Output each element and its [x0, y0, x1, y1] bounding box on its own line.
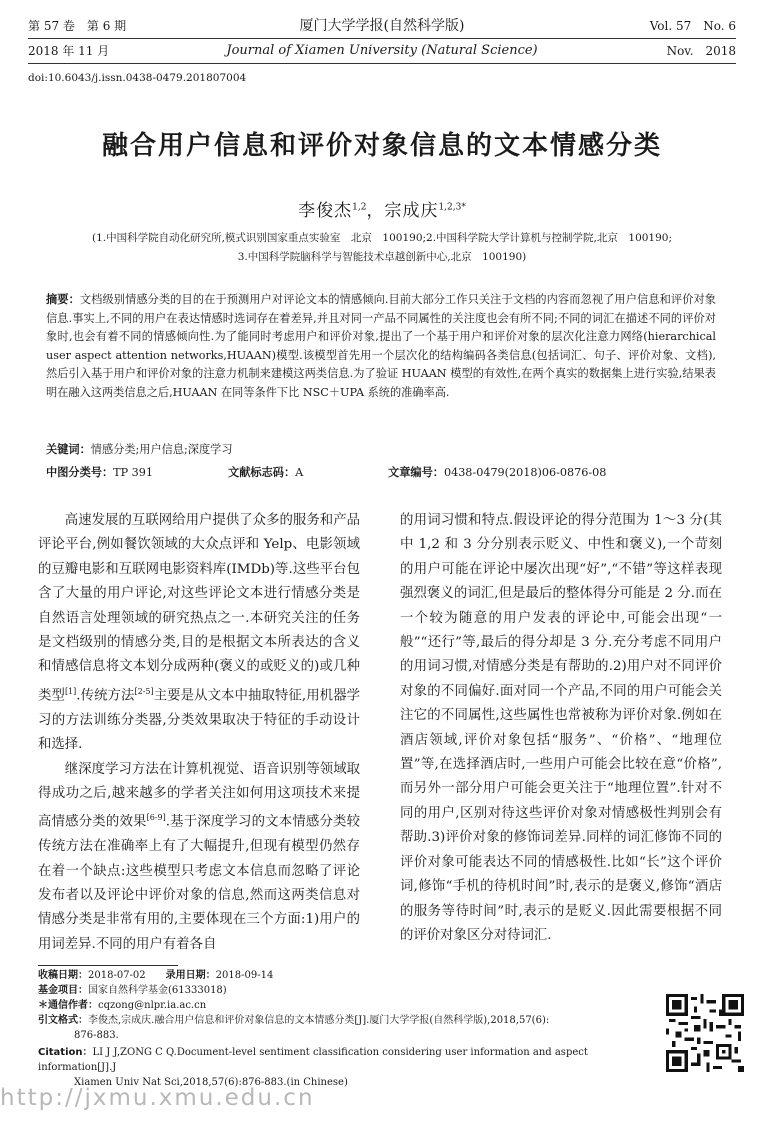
journal-name-en: Journal of Xiamen University (Natural Science)	[226, 43, 538, 58]
fund-label: 基金项目：	[38, 985, 88, 996]
abstract-text: 文档级别情感分类的目的在于预测用户对评论文本的情感倾向.目前大部分工作只关注于文档的内容而忽视了用户信息和评价对象信息.事实上,不同的用户在表达情感时选词存在着差异,并且对同一产品不同属性的关注度也会有所不同;不同的词汇在描述不同的评价对象时,也会有着不同的情感倾向性.为了能同时考虑用户和评价对象,提出了一个基于用户和评价对象的层次化注意力网络(hierarchical user aspect attention networks,HUAAN)模型.该模型首先用一个层次化的结构编码各类信息(包括词汇、句子、评价对象、文档),然后引入基于用户和评价对象的注意力机制来建模这两类信息.为了验证 HUAAN 模型的有效性,在两个真实的数据集上进行实验,结果表明在融入这两类信息之后,HUAAN 在同等条件下比 NSC＋UPA 系统的准确率高.	[46, 293, 716, 399]
authors	[0, 196, 764, 221]
footnote-rule	[38, 965, 178, 966]
article-number	[388, 464, 606, 480]
citation-en-rest: Xiamen Univ Nat Sci,2018,57(6):876-883.(in Chinese)	[74, 1077, 348, 1088]
watermark-url[interactable]: http://jxmu.xmu.edu.cn	[0, 1085, 315, 1111]
keywords	[46, 441, 233, 457]
fund-text: 国家自然科学基金(61333018)	[88, 985, 227, 996]
page-title: 融合用户信息和评价对象信息的文本情感分类	[101, 131, 662, 161]
citation-en-text: LI J J,ZONG C Q.Document-level sentiment classification considering user information and aspect information[J].J	[38, 1047, 588, 1073]
header-rule-thin	[28, 38, 736, 39]
abstract-label: 摘要：	[46, 293, 80, 306]
body-paragraph-3: 的用词习惯和特点.假设评论的得分范围为 1～3 分(其中 1,2 和 3 分分别表示贬义、中性和褒义),一个苛刻的用户可能在评论中屡次出现“好”,“不错”等这样表现强烈褒义的词汇,但是最后的整体得分可能是 2 分.而在一个较为随意的用户发表的评论中,可能会出现“一般”“还行”等,最后的得分却是 3 分.充分考虑不同用户的用词习惯,对情感分类是有帮助的.2)用户对不同评价对象的不同偏好.面对同一个产品,不同的用户可能会关注它的不同属性,这些属性也常被称为评价对象.例如在酒店领域,评价对象包括“服务”、“价格”、“地理位置”等,在选择酒店时,一些用户可能会比较在意“价格”,而另外一部分用户可能会更关注于“地理位置”.针对不同的用户,区别对待这些评价对象对情感极性判别会有帮助.3)评价对象的修饰词差异.同样的词汇修饰不同的评价对象可能表达不同的情感极性.比如“长”这个评价词,修饰“手机的待机时间”时,表示的是褒义,修饰“酒店的服务等待时间”时,表示的是贬义.因此需要根据不同的评价对象区分对待词汇.	[400, 513, 722, 943]
article-number-value: 0438-0479(2018)06-0876-08	[443, 466, 607, 479]
body-right-column	[400, 509, 722, 948]
clc-value: TP 391	[113, 466, 154, 479]
accepted-label: 录用日期：	[165, 970, 216, 981]
body-left-column	[38, 509, 360, 957]
received-label: 收稿日期：	[38, 970, 88, 981]
corresponding-label: ＊通信作者：	[38, 1000, 98, 1011]
volume-issue-cn: 第 57 卷 第 6 期	[28, 19, 127, 33]
doi[interactable]: doi:10.6043/j.issn.0438-0479.201807004	[28, 72, 247, 84]
abstract	[46, 291, 716, 403]
footnote-citation-en	[38, 1045, 666, 1090]
author-1: 李俊杰	[298, 201, 353, 221]
date-cn: 2018 年 11 月	[28, 44, 110, 58]
author-separator: ，	[366, 201, 385, 221]
doc-code-label: 文献标志码：	[228, 466, 296, 479]
paragraph-1-part-a: 高速发展的互联网给用户提供了众多的服务和产品评论平台,例如餐饮领域的大众点评和 Yelp、电影领域的豆瓣电影和互联网电影资料库(IMDb)等.这些平台包含了大量的用户评论,对这些评论文本进行情感分类是自然语言处理领域的研究热点之一.本研究关注的任务是文档级别的情感分类,目的是根据文本所表达的含义和情感信息将文本划分成两种(褒义的或贬义的)或几种类型	[38, 513, 360, 704]
qr-code[interactable]	[666, 994, 744, 1072]
received-date: 2018-07-02	[88, 970, 146, 981]
date-en: Nov. 2018	[666, 44, 736, 58]
affiliation-line-1: (1.中国科学院自动化研究所,模式识别国家重点实验室 北京 100190;2.中国科学院大学计算机与控制学院,北京 100190;	[91, 232, 673, 244]
volume-issue-en: Vol. 57 No. 6	[649, 19, 736, 33]
footnote-corresponding	[38, 998, 658, 1013]
citation-1[interactable]: [1]	[64, 686, 77, 696]
keywords-label: 关键词：	[46, 443, 91, 456]
document-code	[228, 464, 303, 480]
accepted-date: 2018-09-14	[215, 970, 274, 981]
citation-2-5[interactable]: [2-5]	[134, 686, 154, 696]
doc-code-value: A	[295, 466, 304, 479]
affiliation-line-2: 3.中国科学院脑科学与智能技术卓越创新中心,北京 100190)	[237, 251, 527, 263]
body-paragraph-2	[38, 758, 360, 958]
author-1-affil: 1,2	[352, 202, 367, 213]
citation-6-9[interactable]: [6-9]	[146, 813, 166, 823]
author-2-affil: 1,2,3*	[438, 202, 466, 213]
paragraph-1-part-b: .传统方法	[76, 688, 135, 704]
footnote-dates	[38, 968, 658, 983]
paragraph-1-part-c: 主要是从文本中抽取特征,用机器学习的方法训练分类器,分类效果取决于特征的手动设计和选择.	[38, 688, 360, 753]
body-paragraph-1	[38, 509, 360, 758]
footnote-citation-cn	[38, 1013, 666, 1043]
clc-label: 中图分类号：	[46, 466, 114, 479]
corresponding-email[interactable]: cqzong@nlpr.ia.ac.cn	[98, 1000, 207, 1011]
citation-cn-label: 引文格式：	[38, 1015, 88, 1026]
footnote-fund	[38, 983, 658, 998]
author-2: 宗成庆	[384, 201, 439, 221]
paragraph-2-part-a: 继深度学习方法在计算机视觉、语音识别等领域取得成功之后,越来越多的学者关注如何用这项技术来提高情感分类的效果	[38, 761, 360, 830]
citation-cn-pages: 876-883.	[74, 1030, 119, 1041]
article-number-label: 文章编号：	[388, 466, 444, 479]
citation-cn-text: 李俊杰,宗成庆.融合用户信息和评价对象信息的文本情感分类[J].厦门大学学报(自然科学版),2018,57(6):	[88, 1015, 550, 1026]
journal-name-cn: 厦门大学学报(自然科学版)	[299, 18, 465, 34]
citation-en-label: Citation：	[38, 1047, 93, 1058]
keywords-text: 情感分类;用户信息;深度学习	[90, 443, 233, 456]
paragraph-2-part-b: .基于深度学习的文本情感分类较传统方法在准确率上有了大幅提升,但现有模型仍然存在着一个缺点:这些模型只考虑文本信息而忽略了评论发布者以及评论中评价对象的信息,然而这两类信息对情感分类是非常有用的,主要体现在三个方面:1)用户的用词差异.不同的用户有着各自	[38, 814, 360, 952]
header-rule	[28, 63, 736, 64]
clc-number	[46, 464, 153, 480]
